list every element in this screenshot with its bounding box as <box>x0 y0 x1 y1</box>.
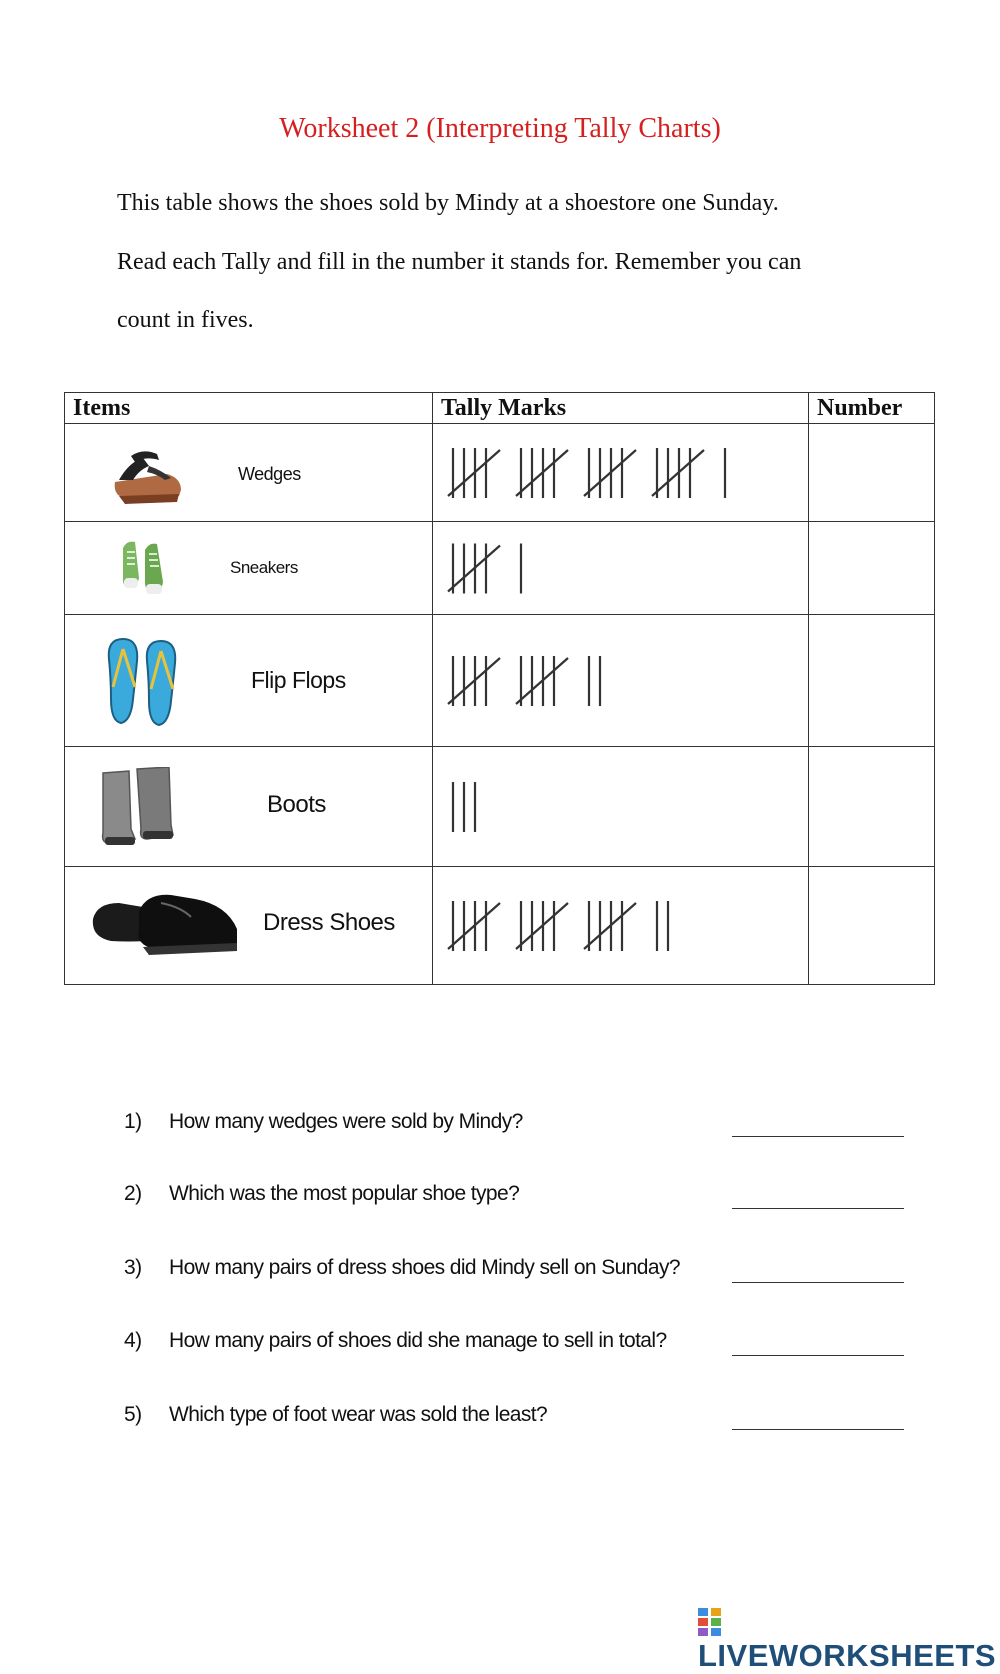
question-3 <box>124 1256 904 1286</box>
tally-marks-flip-flops <box>433 616 809 746</box>
answer-field-1[interactable] <box>732 1134 904 1137</box>
question-number: 2) <box>124 1182 142 1205</box>
tally-group <box>589 656 600 706</box>
question-text: Which type of foot wear was sold the least? <box>169 1403 548 1426</box>
question-number: 3) <box>124 1256 142 1279</box>
question-number: 5) <box>124 1403 142 1426</box>
tally-group <box>657 901 668 951</box>
table-row <box>65 615 935 747</box>
number-cell-sneakers[interactable] <box>809 522 935 615</box>
header-tally-marks: Tally Marks <box>433 393 809 424</box>
answer-field-5[interactable] <box>732 1427 904 1430</box>
header-number: Number <box>809 393 935 424</box>
question-2 <box>124 1182 904 1212</box>
item-cell-sneakers <box>65 522 433 615</box>
item-cell-wedges <box>65 424 433 522</box>
table-row <box>65 522 935 615</box>
item-label-sneakers: Sneakers <box>230 558 298 577</box>
boot-icon <box>99 767 175 849</box>
liveworksheets-mark-icon <box>698 1608 722 1636</box>
intro-line-1: This table shows the shoes sold by Mindy at a shoestore one Sunday. <box>117 190 779 216</box>
item-label-wedges: Wedges <box>238 464 301 484</box>
question-number: 1) <box>124 1110 142 1133</box>
liveworksheets-logo <box>698 1602 1000 1673</box>
tally-cell-dress-shoes <box>433 867 809 985</box>
question-4 <box>124 1329 904 1359</box>
question-number: 4) <box>124 1329 142 1352</box>
tally-group-of-five <box>652 448 704 498</box>
number-cell-flip-flops[interactable] <box>809 615 935 747</box>
intro-line-2: Read each Tally and fill in the number it stands for. Remember you can <box>117 249 802 275</box>
answer-field-2[interactable] <box>732 1206 904 1209</box>
tally-group-of-five <box>516 656 568 706</box>
number-cell-dress-shoes[interactable] <box>809 867 935 985</box>
tally-group <box>453 782 475 832</box>
item-label-boots: Boots <box>267 791 326 818</box>
tally-group-of-five <box>584 448 636 498</box>
tally-group-of-five <box>516 448 568 498</box>
table-row <box>65 424 935 522</box>
tally-cell-boots <box>433 747 809 867</box>
wedge-shoe-icon <box>109 444 185 508</box>
header-items: Items <box>65 393 433 424</box>
tally-group-of-five <box>448 656 500 706</box>
question-5 <box>124 1403 904 1433</box>
tally-group-of-five <box>516 901 568 951</box>
tally-cell-flip-flops <box>433 615 809 747</box>
answer-field-3[interactable] <box>732 1280 904 1283</box>
sneaker-icon <box>119 538 169 600</box>
tally-group-of-five <box>448 448 500 498</box>
question-text: Which was the most popular shoe type? <box>169 1182 520 1205</box>
question-text: How many pairs of dress shoes did Mindy sell on Sunday? <box>169 1256 680 1279</box>
tally-group-of-five <box>584 901 636 951</box>
item-label-dress-shoes: Dress Shoes <box>263 909 395 936</box>
question-1 <box>124 1110 904 1140</box>
intro-line-3: count in fives. <box>117 307 254 333</box>
table-row <box>65 747 935 867</box>
tally-group-of-five <box>448 901 500 951</box>
tally-cell-wedges <box>433 424 809 522</box>
number-cell-boots[interactable] <box>809 747 935 867</box>
tally-marks-sneakers <box>433 523 809 614</box>
tally-cell-sneakers <box>433 522 809 615</box>
tally-table <box>64 392 935 985</box>
flip-flop-icon <box>105 637 181 727</box>
logo-text: LIVEWORKSHEETS <box>698 1638 997 1673</box>
tally-marks-wedges <box>433 425 809 521</box>
table-row <box>65 867 935 985</box>
tally-group-of-five <box>448 543 500 593</box>
item-cell-dress-shoes <box>65 867 433 985</box>
table-header-row <box>65 393 935 424</box>
dress-shoe-icon <box>91 889 241 961</box>
question-text: How many pairs of shoes did she manage to sell in total? <box>169 1329 667 1352</box>
item-cell-boots <box>65 747 433 867</box>
item-cell-flip-flops <box>65 615 433 747</box>
item-label-flip-flops: Flip Flops <box>251 667 346 693</box>
worksheet-title: Worksheet 2 (Interpreting Tally Charts) <box>279 113 721 144</box>
question-text: How many wedges were sold by Mindy? <box>169 1110 523 1133</box>
tally-marks-boots <box>433 748 809 866</box>
tally-marks-dress-shoes <box>433 868 809 984</box>
number-cell-wedges[interactable] <box>809 424 935 522</box>
answer-field-4[interactable] <box>732 1353 904 1356</box>
